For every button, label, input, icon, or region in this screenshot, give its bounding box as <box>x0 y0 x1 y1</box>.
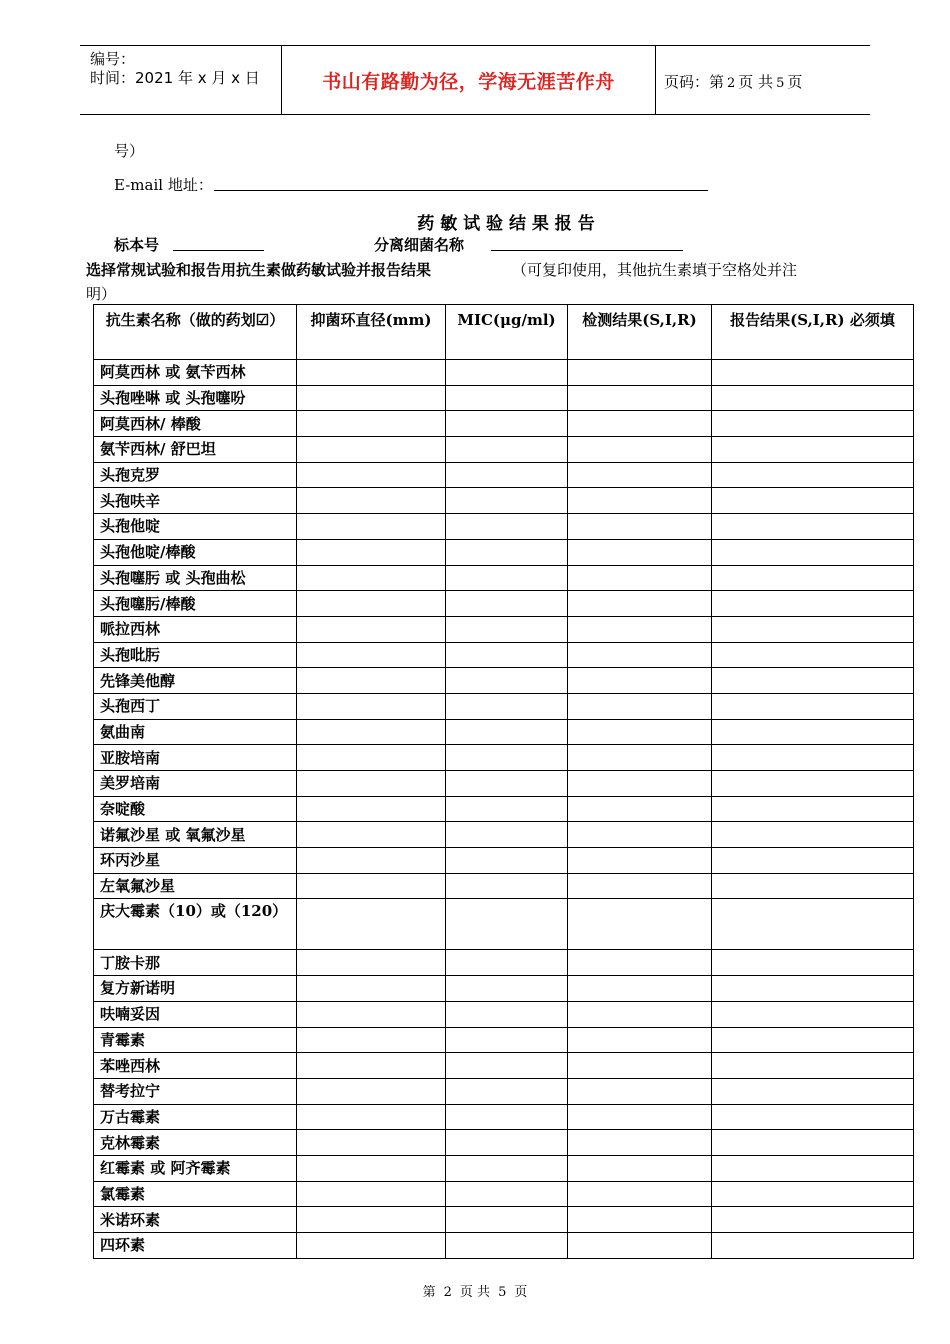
antibiotic-name-cell: 克林霉素 <box>94 1130 297 1156</box>
test-result-cell[interactable] <box>568 642 712 668</box>
test-result-cell[interactable] <box>568 668 712 694</box>
page-end: 页 <box>787 73 803 91</box>
mic-cell[interactable] <box>446 771 568 797</box>
mic-cell[interactable] <box>446 1053 568 1079</box>
test-result-cell[interactable] <box>568 976 712 1002</box>
report-result-cell[interactable] <box>712 1027 914 1053</box>
zone-diameter-cell[interactable] <box>297 462 446 488</box>
instruction-text: 选择常规试验和报告用抗生素做药敏试验并报告结果 <box>86 261 432 279</box>
page-label: 页码：第 <box>664 73 725 91</box>
antibiotic-name-cell: 庆大霉素（10）或（120） <box>94 899 297 950</box>
table-row <box>94 1053 914 1079</box>
footer-total: 5 <box>498 1285 507 1300</box>
report-result-cell[interactable] <box>712 1207 914 1233</box>
report-result-cell[interactable] <box>712 591 914 617</box>
report-result-cell[interactable] <box>712 1104 914 1130</box>
mic-cell[interactable] <box>446 1130 568 1156</box>
zone-diameter-cell[interactable] <box>297 1053 446 1079</box>
specimen-label: 标本号 <box>114 236 160 254</box>
mic-cell[interactable] <box>446 693 568 719</box>
time-label: 时间：2021 年 x 月 x 日 <box>90 69 260 87</box>
header-meta <box>90 50 260 88</box>
test-result-cell[interactable] <box>568 1027 712 1053</box>
antibiotic-name-cell: 诺氟沙星 或 氧氟沙星 <box>94 822 297 848</box>
report-result-cell[interactable] <box>712 385 914 411</box>
table-row <box>94 411 914 437</box>
mic-cell[interactable] <box>446 822 568 848</box>
table-row <box>94 616 914 642</box>
test-result-cell[interactable] <box>568 385 712 411</box>
test-result-cell[interactable] <box>568 1155 712 1181</box>
mic-cell[interactable] <box>446 796 568 822</box>
table-row <box>94 899 914 950</box>
report-result-cell[interactable] <box>712 411 914 437</box>
mic-cell[interactable] <box>446 565 568 591</box>
zone-diameter-cell[interactable] <box>297 1233 446 1259</box>
mic-cell[interactable] <box>446 1001 568 1027</box>
zone-diameter-cell[interactable] <box>297 437 446 463</box>
antibiotic-name-cell: 头孢他啶/棒酸 <box>94 539 297 565</box>
header-report-result: 报告结果(S,I,R) 必须填 <box>712 305 914 360</box>
table-row <box>94 1155 914 1181</box>
table-row <box>94 822 914 848</box>
test-result-cell[interactable] <box>568 539 712 565</box>
susceptibility-table <box>93 304 914 1259</box>
table-body <box>94 360 914 1259</box>
zone-diameter-cell[interactable] <box>297 539 446 565</box>
antibiotic-name-cell: 头孢克罗 <box>94 462 297 488</box>
table-row <box>94 514 914 540</box>
report-result-cell[interactable] <box>712 1155 914 1181</box>
antibiotic-name-cell: 头孢唑啉 或 头孢噻吩 <box>94 385 297 411</box>
report-result-cell[interactable] <box>712 976 914 1002</box>
antibiotic-name-cell: 青霉素 <box>94 1027 297 1053</box>
antibiotic-name-cell: 氨曲南 <box>94 719 297 745</box>
report-result-cell[interactable] <box>712 899 914 950</box>
header-motto: 书山有路勤为径，学海无涯苦作舟 <box>322 70 615 93</box>
mic-cell[interactable] <box>446 1027 568 1053</box>
continuation-text: 号） <box>114 142 145 160</box>
mic-cell[interactable] <box>446 873 568 899</box>
antibiotic-name-cell: 氯霉素 <box>94 1181 297 1207</box>
test-result-cell[interactable] <box>568 1053 712 1079</box>
report-result-cell[interactable] <box>712 642 914 668</box>
mic-cell[interactable] <box>446 360 568 386</box>
antibiotic-name-cell: 阿莫西林 或 氨苄西林 <box>94 360 297 386</box>
mic-cell[interactable] <box>446 950 568 976</box>
test-result-cell[interactable] <box>568 950 712 976</box>
antibiotic-name-cell: 替考拉宁 <box>94 1078 297 1104</box>
table-row <box>94 1001 914 1027</box>
antibiotic-name-cell: 头孢他啶 <box>94 514 297 540</box>
mic-cell[interactable] <box>446 539 568 565</box>
zone-diameter-cell[interactable] <box>297 950 446 976</box>
test-result-cell[interactable] <box>568 1130 712 1156</box>
zone-diameter-cell[interactable] <box>297 668 446 694</box>
table-row <box>94 1233 914 1259</box>
test-result-cell[interactable] <box>568 796 712 822</box>
test-result-cell[interactable] <box>568 437 712 463</box>
report-result-cell[interactable] <box>712 360 914 386</box>
table-row <box>94 668 914 694</box>
mic-cell[interactable] <box>446 1233 568 1259</box>
header-antibiotic-name: 抗生素名称（做的药划☑） <box>94 305 297 360</box>
zone-diameter-cell[interactable] <box>297 873 446 899</box>
table-row <box>94 642 914 668</box>
zone-diameter-cell[interactable] <box>297 1104 446 1130</box>
header-zone-diameter: 抑菌环直径(mm) <box>297 305 446 360</box>
zone-diameter-cell[interactable] <box>297 796 446 822</box>
mic-cell[interactable] <box>446 462 568 488</box>
test-result-cell[interactable] <box>568 873 712 899</box>
test-result-cell[interactable] <box>568 411 712 437</box>
table-row <box>94 796 914 822</box>
report-result-cell[interactable] <box>712 539 914 565</box>
test-result-cell[interactable] <box>568 565 712 591</box>
bacteria-label: 分离细菌名称 <box>374 236 465 254</box>
table-row <box>94 950 914 976</box>
test-result-cell[interactable] <box>568 616 712 642</box>
header-mic: MIC(μg/ml) <box>446 305 568 360</box>
footer-mid: 页 共 <box>459 1285 491 1300</box>
code-label: 编号： <box>90 50 136 68</box>
table-row <box>94 719 914 745</box>
antibiotic-name-cell: 美罗培南 <box>94 771 297 797</box>
table-row <box>94 1181 914 1207</box>
test-result-cell[interactable] <box>568 848 712 874</box>
mic-cell[interactable] <box>446 591 568 617</box>
mic-cell[interactable] <box>446 1078 568 1104</box>
footer-suffix: 页 <box>514 1285 528 1300</box>
mic-cell[interactable] <box>446 1207 568 1233</box>
antibiotic-name-cell: 头孢吡肟 <box>94 642 297 668</box>
mic-cell[interactable] <box>446 411 568 437</box>
zone-diameter-cell[interactable] <box>297 745 446 771</box>
note-text-1: （可复印使用，其他抗生素填于空格处并注 <box>512 261 798 279</box>
report-title: 药 敏 试 验 结 果 报 告 <box>417 214 595 234</box>
zone-diameter-cell[interactable] <box>297 1130 446 1156</box>
antibiotic-name-cell: 头孢噻肟/棒酸 <box>94 591 297 617</box>
zone-diameter-cell[interactable] <box>297 411 446 437</box>
antibiotic-name-cell: 哌拉西林 <box>94 616 297 642</box>
table-row <box>94 693 914 719</box>
antibiotic-name-cell: 奈啶酸 <box>94 796 297 822</box>
report-result-cell[interactable] <box>712 1233 914 1259</box>
table-row <box>94 848 914 874</box>
table-row <box>94 1027 914 1053</box>
report-result-cell[interactable] <box>712 1001 914 1027</box>
mic-cell[interactable] <box>446 719 568 745</box>
table-row <box>94 591 914 617</box>
table-row <box>94 437 914 463</box>
antibiotic-name-cell: 氨苄西林/ 舒巴坦 <box>94 437 297 463</box>
antibiotic-name-cell: 丁胺卡那 <box>94 950 297 976</box>
report-result-cell[interactable] <box>712 796 914 822</box>
report-result-cell[interactable] <box>712 616 914 642</box>
table-row <box>94 462 914 488</box>
antibiotic-name-cell: 先锋美他醇 <box>94 668 297 694</box>
mic-cell[interactable] <box>446 437 568 463</box>
test-result-cell[interactable] <box>568 693 712 719</box>
zone-diameter-cell[interactable] <box>297 385 446 411</box>
report-result-cell[interactable] <box>712 822 914 848</box>
report-result-cell[interactable] <box>712 1078 914 1104</box>
zone-diameter-cell[interactable] <box>297 822 446 848</box>
zone-diameter-cell[interactable] <box>297 488 446 514</box>
test-result-cell[interactable] <box>568 822 712 848</box>
bacteria-field[interactable] <box>491 250 683 251</box>
zone-diameter-cell[interactable] <box>297 976 446 1002</box>
table-row <box>94 1104 914 1130</box>
antibiotic-name-cell: 万古霉素 <box>94 1104 297 1130</box>
zone-diameter-cell[interactable] <box>297 591 446 617</box>
email-field[interactable] <box>214 190 708 191</box>
table-row <box>94 976 914 1002</box>
zone-diameter-cell[interactable] <box>297 1207 446 1233</box>
note-text-2: 明） <box>86 285 117 303</box>
email-label: E-mail 地址： <box>114 176 213 194</box>
report-result-cell[interactable] <box>712 950 914 976</box>
report-result-cell[interactable] <box>712 1053 914 1079</box>
test-result-cell[interactable] <box>568 360 712 386</box>
antibiotic-name-cell: 呋喃妥因 <box>94 1001 297 1027</box>
report-result-cell[interactable] <box>712 693 914 719</box>
test-result-cell[interactable] <box>568 1001 712 1027</box>
antibiotic-name-cell: 左氧氟沙星 <box>94 873 297 899</box>
table-row <box>94 488 914 514</box>
test-result-cell[interactable] <box>568 591 712 617</box>
mic-cell[interactable] <box>446 848 568 874</box>
test-result-cell[interactable] <box>568 1078 712 1104</box>
report-result-cell[interactable] <box>712 668 914 694</box>
header-page-number <box>664 71 802 92</box>
mic-cell[interactable] <box>446 976 568 1002</box>
zone-diameter-cell[interactable] <box>297 1078 446 1104</box>
report-result-cell[interactable] <box>712 745 914 771</box>
antibiotic-name-cell: 四环素 <box>94 1233 297 1259</box>
zone-diameter-cell[interactable] <box>297 642 446 668</box>
zone-diameter-cell[interactable] <box>297 565 446 591</box>
antibiotic-name-cell: 亚胺培南 <box>94 745 297 771</box>
report-result-cell[interactable] <box>712 873 914 899</box>
mic-cell[interactable] <box>446 488 568 514</box>
antibiotic-name-cell: 苯唑西林 <box>94 1053 297 1079</box>
mic-cell[interactable] <box>446 616 568 642</box>
table-row <box>94 360 914 386</box>
test-result-cell[interactable] <box>568 462 712 488</box>
table-row <box>94 745 914 771</box>
test-result-cell[interactable] <box>568 899 712 950</box>
report-result-cell[interactable] <box>712 719 914 745</box>
mic-cell[interactable] <box>446 385 568 411</box>
report-result-cell[interactable] <box>712 565 914 591</box>
zone-diameter-cell[interactable] <box>297 1155 446 1181</box>
zone-diameter-cell[interactable] <box>297 693 446 719</box>
test-result-cell[interactable] <box>568 719 712 745</box>
test-result-cell[interactable] <box>568 488 712 514</box>
zone-diameter-cell[interactable] <box>297 719 446 745</box>
report-result-cell[interactable] <box>712 488 914 514</box>
report-result-cell[interactable] <box>712 514 914 540</box>
mic-cell[interactable] <box>446 1155 568 1181</box>
test-result-cell[interactable] <box>568 1233 712 1259</box>
test-result-cell[interactable] <box>568 745 712 771</box>
antibiotic-name-cell: 阿莫西林/ 棒酸 <box>94 411 297 437</box>
mic-cell[interactable] <box>446 668 568 694</box>
report-result-cell[interactable] <box>712 1181 914 1207</box>
zone-diameter-cell[interactable] <box>297 1001 446 1027</box>
page-footer <box>0 1281 950 1300</box>
table-row <box>94 565 914 591</box>
test-result-cell[interactable] <box>568 1181 712 1207</box>
header-test-result: 检测结果(S,I,R) <box>568 305 712 360</box>
antibiotic-name-cell: 米诺环素 <box>94 1207 297 1233</box>
mic-cell[interactable] <box>446 745 568 771</box>
mic-cell[interactable] <box>446 1181 568 1207</box>
page-header <box>80 45 870 115</box>
report-result-cell[interactable] <box>712 462 914 488</box>
zone-diameter-cell[interactable] <box>297 899 446 950</box>
report-result-cell[interactable] <box>712 1130 914 1156</box>
zone-diameter-cell[interactable] <box>297 848 446 874</box>
specimen-field[interactable] <box>173 250 264 251</box>
table-row <box>94 539 914 565</box>
mic-cell[interactable] <box>446 1104 568 1130</box>
zone-diameter-cell[interactable] <box>297 514 446 540</box>
footer-prefix: 第 <box>422 1285 436 1300</box>
antibiotic-name-cell: 环丙沙星 <box>94 848 297 874</box>
report-result-cell[interactable] <box>712 437 914 463</box>
antibiotic-name-cell: 红霉素 或 阿齐霉素 <box>94 1155 297 1181</box>
antibiotic-name-cell: 头孢西丁 <box>94 693 297 719</box>
table-row <box>94 385 914 411</box>
zone-diameter-cell[interactable] <box>297 771 446 797</box>
mic-cell[interactable] <box>446 514 568 540</box>
table-row <box>94 771 914 797</box>
zone-diameter-cell[interactable] <box>297 616 446 642</box>
test-result-cell[interactable] <box>568 1104 712 1130</box>
table-header-row <box>94 305 914 360</box>
zone-diameter-cell[interactable] <box>297 1027 446 1053</box>
footer-current: 2 <box>443 1285 452 1300</box>
table-row <box>94 1207 914 1233</box>
page-current: 2 <box>727 76 736 91</box>
table-row <box>94 1130 914 1156</box>
antibiotic-name-cell: 头孢呋辛 <box>94 488 297 514</box>
report-result-cell[interactable] <box>712 848 914 874</box>
mic-cell[interactable] <box>446 642 568 668</box>
page-total: 5 <box>776 76 785 91</box>
test-result-cell[interactable] <box>568 1207 712 1233</box>
report-result-cell[interactable] <box>712 771 914 797</box>
mic-cell[interactable] <box>446 899 568 950</box>
zone-diameter-cell[interactable] <box>297 360 446 386</box>
test-result-cell[interactable] <box>568 514 712 540</box>
antibiotic-name-cell: 头孢噻肟 或 头孢曲松 <box>94 565 297 591</box>
zone-diameter-cell[interactable] <box>297 1181 446 1207</box>
header-divider <box>655 46 656 114</box>
table-row <box>94 873 914 899</box>
table-row <box>94 1078 914 1104</box>
test-result-cell[interactable] <box>568 771 712 797</box>
antibiotic-name-cell: 复方新诺明 <box>94 976 297 1002</box>
page-mid: 页 共 <box>738 73 774 91</box>
